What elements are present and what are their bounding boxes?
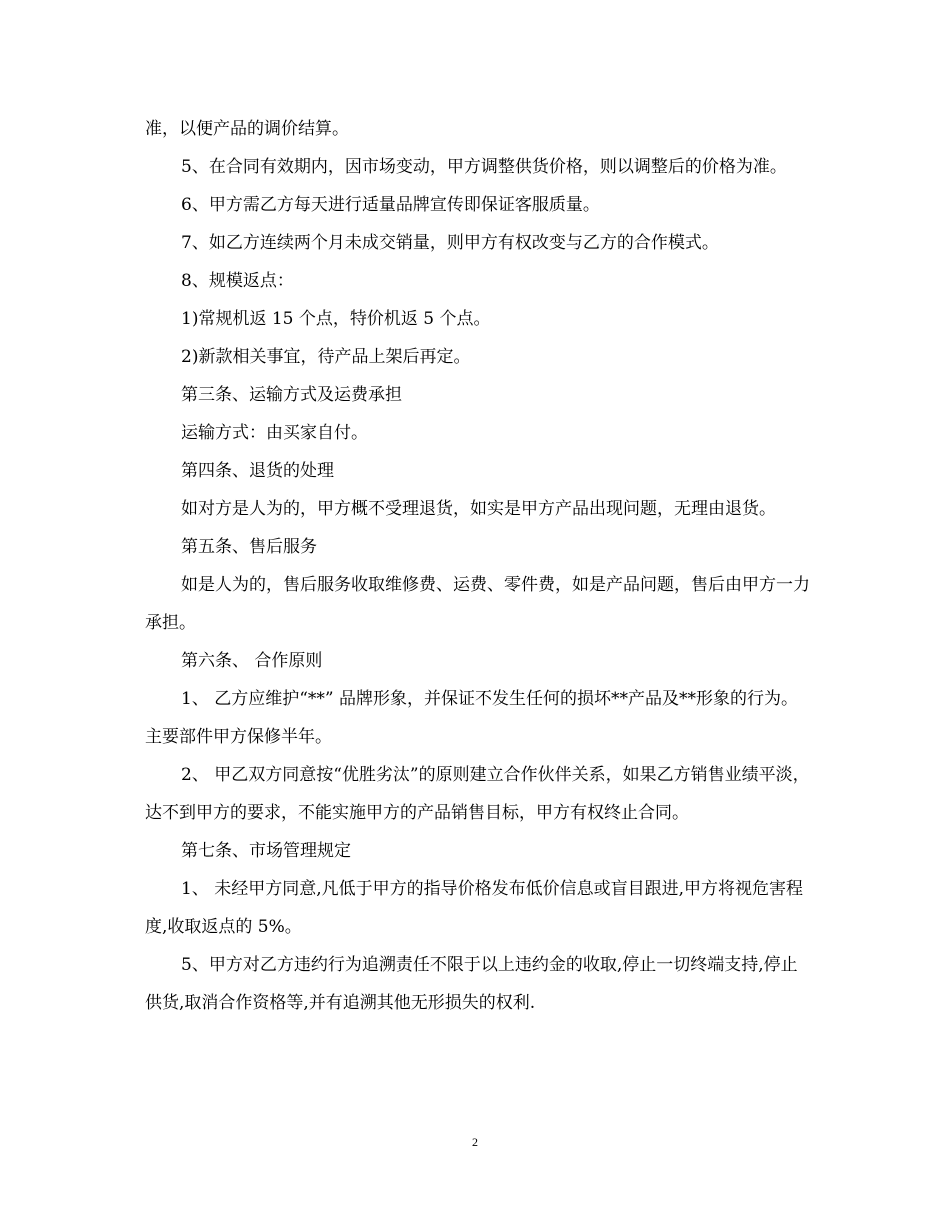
paragraph: 8、规模返点： [181, 271, 294, 291]
paragraph: 如是人为的，售后服务收取维修费、运费、零件费，如是产品问题，售后由甲方一力承担。 [145, 575, 810, 633]
paragraph: 准，以便产品的调价结算。 [145, 119, 349, 139]
document-body [145, 110, 810, 1022]
paragraph: 如对方是人为的，甲方概不受理退货，如实是甲方产品出现问题，无理由退货。 [181, 499, 776, 519]
paragraph: 6、甲方需乙方每天进行适量品牌宣传即保证客服质量。 [181, 195, 600, 215]
section-heading: 第五条、售后服务 [181, 537, 317, 557]
page-number: 2 [472, 1135, 478, 1149]
paragraph: 5、在合同有效期内，因市场变动，甲方调整供货价格，则以调整后的价格为准。 [181, 157, 787, 177]
section-heading: 第七条、市场管理规定 [181, 841, 351, 861]
section-heading: 第三条、运输方式及运费承担 [181, 385, 402, 405]
paragraph: 2、 甲乙双方同意按“优胜劣汰”的原则建立合作伙伴关系，如果乙方销售业绩平淡，达不到甲方的要求，不能实施甲方的产品销售目标，甲方有权终止合同。 [145, 765, 810, 823]
paragraph: 2)新款相关事宜，待产品上架后再定。 [181, 347, 471, 367]
paragraph: 7、如乙方连续两个月未成交销量，则甲方有权改变与乙方的合作模式。 [181, 233, 719, 253]
paragraph: 运输方式：由买家自付。 [181, 423, 368, 443]
paragraph: 1)常规机返 15 个点，特价机返 5 个点。 [181, 309, 491, 329]
paragraph: 5、甲方对乙方违约行为追溯责任不限于以上违约金的收取,停止一切终端支持,停止供货,取消合作资格等,并有追溯其他无形损失的权利. [145, 955, 798, 1013]
paragraph: 1、 未经甲方同意,凡低于甲方的指导价格发布低价信息或盲目跟进,甲方将视危害程度,收取返点的 5%。 [145, 879, 804, 937]
paragraph: 1、 乙方应维护“**” 品牌形象，并保证不发生任何的损坏**产品及**形象的行为。主要部件甲方保修半年。 [145, 689, 799, 747]
section-heading: 第四条、退货的处理 [181, 461, 334, 481]
section-heading: 第六条、 合作原则 [181, 651, 323, 671]
